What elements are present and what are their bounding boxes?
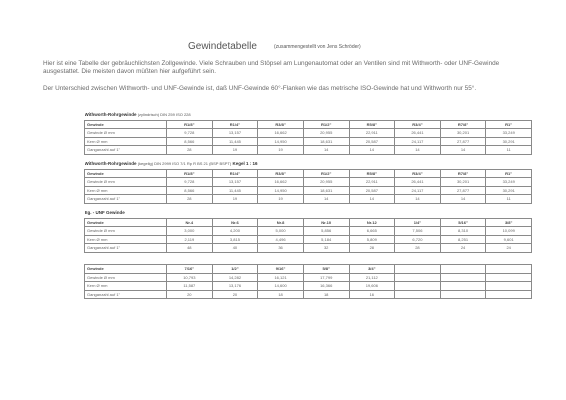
table-cell: 24,117 xyxy=(395,137,441,146)
table-cell: 8,566 xyxy=(167,137,213,146)
table-withworth-kegelig xyxy=(84,160,532,204)
row-label: Gewinde Ø mm xyxy=(85,227,167,236)
table-cell: 5,809 xyxy=(349,235,395,244)
header-cell: 1/4" xyxy=(395,218,441,227)
table-header-row xyxy=(85,120,532,129)
page-subtitle: (zusammengestellt von Jens Schröder) xyxy=(274,44,361,50)
table-cell: 10,099 xyxy=(486,227,532,236)
row-label: Ganganzahl auf 1" xyxy=(85,290,167,299)
table-header-row xyxy=(85,265,532,274)
header-cell: R1" xyxy=(486,169,532,178)
intro-paragraph-1: Hier ist eine Tabelle der gebräuchlichsten Zollgewinde. Viele Schrauben und Stöpsel am Lungenautomat oder an Ventilen sind mit Withworth- oder UNF-Gewinde ausgestattet. Die meisten davon müßten hier aufgeführt sein. xyxy=(43,60,500,76)
table-cell: 14,282 xyxy=(212,273,258,282)
table-cell: 9,601 xyxy=(486,235,532,244)
table-row xyxy=(85,195,532,204)
row-label: Gewinde xyxy=(85,265,167,274)
table-cell: 22,911 xyxy=(349,129,395,138)
table-cell: 33,249 xyxy=(486,178,532,187)
row-label: Gewinde xyxy=(85,169,167,178)
table-cell: 14 xyxy=(395,146,441,155)
header-cell: R1/8" xyxy=(167,169,213,178)
table-cell: 18,631 xyxy=(303,186,349,195)
empty-cell xyxy=(395,282,441,291)
table-cell: 6,665 xyxy=(349,227,395,236)
table-cell: 16,662 xyxy=(258,129,304,138)
row-label: Kern Ø mm xyxy=(85,235,167,244)
table-cell: 20,955 xyxy=(303,129,349,138)
header-cell: 3/8" xyxy=(486,218,532,227)
table-cell: 28 xyxy=(349,244,395,253)
table-unf-continued xyxy=(84,264,532,299)
table-cell: 3,815 xyxy=(212,235,258,244)
table-cell: 4,496 xyxy=(258,235,304,244)
header-cell: R7/8" xyxy=(440,120,486,129)
table-cell: 11 xyxy=(486,195,532,204)
header-cell: R7/8" xyxy=(440,169,486,178)
table-cell: 20,587 xyxy=(349,186,395,195)
table-cell: 13,176 xyxy=(212,282,258,291)
header-cell: 5/8" xyxy=(303,265,349,274)
table-cell: 19 xyxy=(258,146,304,155)
header-cell: Nr.12 xyxy=(349,218,395,227)
table-cell: 14,950 xyxy=(258,137,304,146)
table-cell: 48 xyxy=(167,244,213,253)
table-cell: 17,799 xyxy=(303,273,349,282)
row-label: Kern Ø mm xyxy=(85,186,167,195)
table-cell: 14 xyxy=(303,195,349,204)
header-cell: R3/4" xyxy=(395,120,441,129)
table-cell: 8,251 xyxy=(440,235,486,244)
table-caption: Withworth-Rohrgewinde (zylindrisch) DIN 259 ISO 228 xyxy=(84,112,191,117)
table-cell: 20 xyxy=(167,290,213,299)
table-cell: 8,310 xyxy=(440,227,486,236)
table-cell: 30,291 xyxy=(486,186,532,195)
table-cell: 36 xyxy=(258,244,304,253)
row-label: Kern Ø mm xyxy=(85,282,167,291)
table-row xyxy=(85,273,532,282)
header-cell: R1" xyxy=(486,120,532,129)
table-cell: 40 xyxy=(212,244,258,253)
table-cell: 24,117 xyxy=(395,186,441,195)
table-cell: 28 xyxy=(395,244,441,253)
table-cell: 19 xyxy=(212,146,258,155)
table-cell: 5,856 xyxy=(303,227,349,236)
row-label: Gewinde Ø mm xyxy=(85,129,167,138)
table-cell: 14 xyxy=(349,146,395,155)
row-label: Ganganzahl auf 1" xyxy=(85,244,167,253)
table-cell: 19 xyxy=(212,195,258,204)
page-title: Gewindetabelle xyxy=(188,41,257,52)
table-cell: 8,566 xyxy=(167,186,213,195)
table-caption: Eg. - UNF Gewinde xyxy=(84,210,125,215)
row-label: Ganganzahl auf 1" xyxy=(85,195,167,204)
table-cell: 11,445 xyxy=(212,137,258,146)
table-cell: 6,720 xyxy=(395,235,441,244)
table-cell: 19,606 xyxy=(349,282,395,291)
empty-cell xyxy=(395,265,441,274)
table-header-row xyxy=(85,218,532,227)
table-cell: 16 xyxy=(349,290,395,299)
table-cell: 24 xyxy=(486,244,532,253)
table-cell: 11,445 xyxy=(212,186,258,195)
table-cell: 18 xyxy=(303,290,349,299)
header-cell: R3/8" xyxy=(258,120,304,129)
table-cell: 14 xyxy=(440,146,486,155)
table-cell: 33,249 xyxy=(486,129,532,138)
table-header-row xyxy=(85,169,532,178)
row-label: Ganganzahl auf 1" xyxy=(85,146,167,155)
table-cell: 13,157 xyxy=(212,178,258,187)
table-withworth-zylindrisch xyxy=(84,111,532,155)
table-cell: 14 xyxy=(349,195,395,204)
table-cell: 20,587 xyxy=(349,137,395,146)
empty-cell xyxy=(486,282,532,291)
table-cell: 9,728 xyxy=(167,129,213,138)
header-cell: 5/16" xyxy=(440,218,486,227)
table-cell: 20 xyxy=(212,290,258,299)
table-cell: 28 xyxy=(167,146,213,155)
table-caption: Withworth-Rohrgewinde (kegelig) DIN 2999 ISO 7/1 Rp R BS 21 (BSP BSPT) Kegel 1 : 16 xyxy=(84,161,258,166)
header-cell: Nr.4 xyxy=(167,218,213,227)
table-cell: 30,201 xyxy=(440,178,486,187)
table-cell: 18 xyxy=(258,290,304,299)
table-cell: 9,728 xyxy=(167,178,213,187)
row-label: Kern Ø mm xyxy=(85,137,167,146)
row-label: Gewinde Ø mm xyxy=(85,178,167,187)
header-cell: 7/16" xyxy=(167,265,213,274)
header-cell: R5/8" xyxy=(349,169,395,178)
table-row xyxy=(85,227,532,236)
empty-cell xyxy=(440,290,486,299)
row-label: Gewinde Ø mm xyxy=(85,273,167,282)
empty-cell xyxy=(486,265,532,274)
table-cell: 14 xyxy=(303,146,349,155)
empty-cell xyxy=(486,273,532,282)
header-cell: R5/8" xyxy=(349,120,395,129)
header-cell: R1/2" xyxy=(303,120,349,129)
table-cell: 30,291 xyxy=(486,137,532,146)
empty-cell xyxy=(395,273,441,282)
table-row xyxy=(85,235,532,244)
table-unf xyxy=(84,209,532,253)
header-cell: Nr.8 xyxy=(258,218,304,227)
table-cell: 16,366 xyxy=(303,282,349,291)
header-cell: Nr.10 xyxy=(303,218,349,227)
table-row xyxy=(85,290,532,299)
table-cell: 2,119 xyxy=(167,235,213,244)
table-cell: 5,000 xyxy=(258,227,304,236)
table-row xyxy=(85,244,532,253)
table-cell: 14,950 xyxy=(258,186,304,195)
table-cell: 13,157 xyxy=(212,129,258,138)
table-cell: 22,911 xyxy=(349,178,395,187)
table-cell: 27,877 xyxy=(440,137,486,146)
table-row xyxy=(85,129,532,138)
table-cell: 4,200 xyxy=(212,227,258,236)
header-cell: R1/4" xyxy=(212,169,258,178)
table-cell: 21,112 xyxy=(349,273,395,282)
table-cell: 32 xyxy=(303,244,349,253)
header-cell: R1/4" xyxy=(212,120,258,129)
header-cell: R3/4" xyxy=(395,169,441,178)
table-cell: 24 xyxy=(440,244,486,253)
empty-cell xyxy=(395,290,441,299)
table-cell: 14 xyxy=(395,195,441,204)
table-cell: 7,506 xyxy=(395,227,441,236)
table-cell: 11,587 xyxy=(167,282,213,291)
row-label: Gewinde xyxy=(85,218,167,227)
empty-cell xyxy=(440,282,486,291)
table-cell: 11 xyxy=(486,146,532,155)
table-cell: 26,441 xyxy=(395,129,441,138)
table-cell: 14 xyxy=(440,195,486,204)
table-cell: 5,184 xyxy=(303,235,349,244)
header-cell: 3/4" xyxy=(349,265,395,274)
empty-cell xyxy=(440,265,486,274)
header-cell: R1/8" xyxy=(167,120,213,129)
header-cell: R3/8" xyxy=(258,169,304,178)
table-row xyxy=(85,178,532,187)
table-cell: 27,877 xyxy=(440,186,486,195)
header-cell: 1/2" xyxy=(212,265,258,274)
table-row xyxy=(85,137,532,146)
table-cell: 28 xyxy=(167,195,213,204)
row-label: Gewinde xyxy=(85,120,167,129)
table-cell: 10,793 xyxy=(167,273,213,282)
header-cell: Nr.6 xyxy=(212,218,258,227)
intro-paragraph-2: Der Unterschied zwischen Withworth- und UNF-Gewinde ist, daß UNF-Gewinde 60°-Flanken wie das metrische ISO-Gewinde hat und Withworth nur 55°. xyxy=(43,85,477,92)
table-row xyxy=(85,186,532,195)
table-cell: 18,631 xyxy=(303,137,349,146)
table-cell: 14,600 xyxy=(258,282,304,291)
table-cell: 16,121 xyxy=(258,273,304,282)
table-row xyxy=(85,282,532,291)
table-cell: 20,955 xyxy=(303,178,349,187)
header-cell: 9/16" xyxy=(258,265,304,274)
table-cell: 19 xyxy=(258,195,304,204)
empty-cell xyxy=(486,290,532,299)
table-cell: 30,201 xyxy=(440,129,486,138)
table-row xyxy=(85,146,532,155)
header-cell: R1/2" xyxy=(303,169,349,178)
table-cell: 16,662 xyxy=(258,178,304,187)
table-cell: 3,000 xyxy=(167,227,213,236)
table-cell: 26,441 xyxy=(395,178,441,187)
empty-cell xyxy=(440,273,486,282)
